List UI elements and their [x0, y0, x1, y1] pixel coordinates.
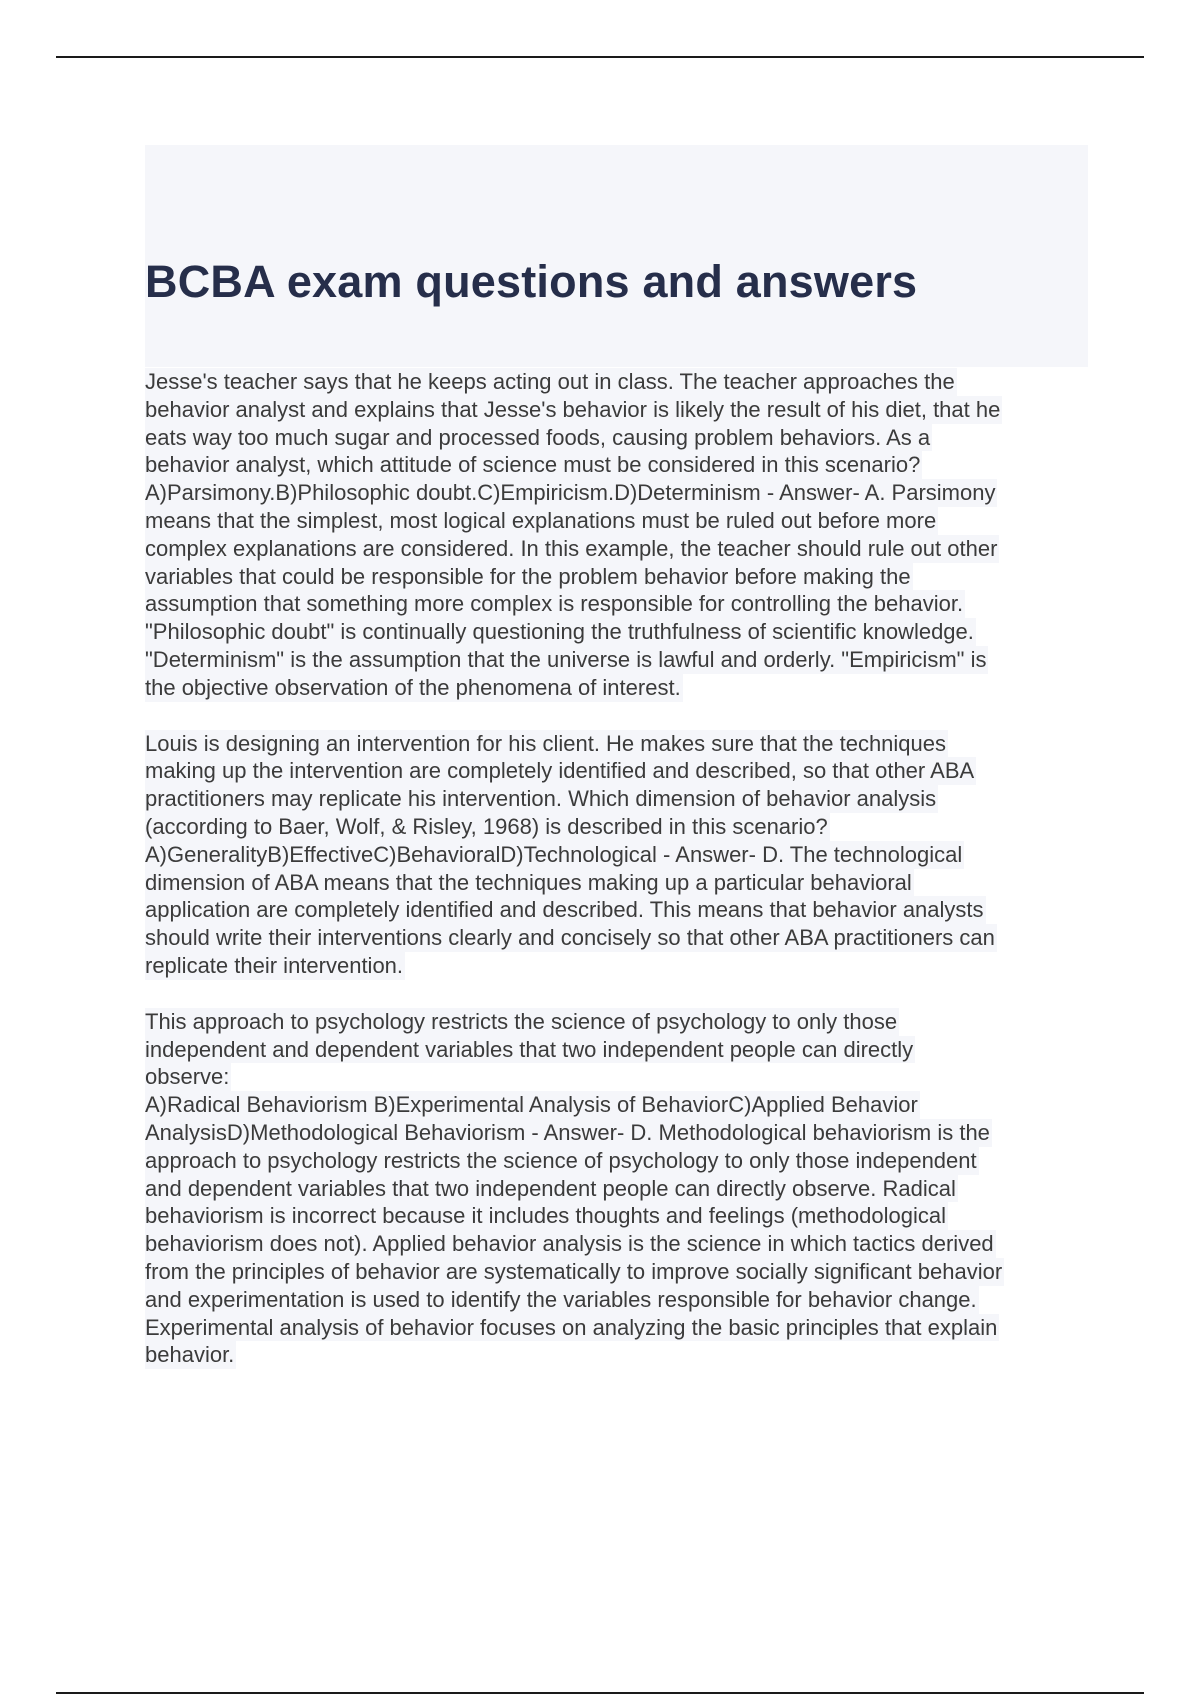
- text-line: making up the intervention are completely identified and described, so that other ABA: [145, 758, 975, 784]
- text-line: dimension of ABA means that the techniques making up a particular behavioral: [145, 869, 912, 895]
- text-line: eats way too much sugar and processed foods, causing problem behaviors. As a: [145, 424, 931, 450]
- text-line: A)Parsimony.B)Philosophic doubt.C)Empiricism.D)Determinism - Answer- A. Parsimony: [145, 480, 996, 506]
- text-line: AnalysisD)Methodological Behaviorism - Answer- D. Methodological behaviorism is the: [145, 1119, 990, 1145]
- text-line: practitioners may replicate his intervention. Which dimension of behavior analysis: [145, 786, 937, 812]
- text-line: replicate their intervention.: [145, 952, 404, 978]
- text-line: assumption that something more complex is responsible for controlling the behavior.: [145, 591, 964, 617]
- text-line: and dependent variables that two independent people can directly observe. Radical: [145, 1175, 956, 1201]
- text-line: "Philosophic doubt" is continually questioning the truthfulness of scientific knowledge.: [145, 619, 974, 645]
- text-line: observe:: [145, 1064, 230, 1090]
- text-line: behavior.: [145, 1342, 235, 1368]
- text-line: Louis is designing an intervention for his client. He makes sure that the techniques: [145, 730, 947, 756]
- text-line: should write their interventions clearly and concisely so that other ABA practitioners can: [145, 925, 995, 951]
- text-line: behaviorism does not). Applied behavior analysis is the science in which tactics derived: [145, 1231, 994, 1257]
- text-line: Experimental analysis of behavior focuses on analyzing the basic principles that explain: [145, 1314, 998, 1340]
- question-block-1: [145, 368, 1088, 702]
- page-title: BCBA exam questions and answers: [145, 256, 918, 307]
- bottom-divider: [56, 1692, 1144, 1694]
- document-body: [145, 368, 1088, 1397]
- text-line: A)Radical Behaviorism B)Experimental Analysis of BehaviorC)Applied Behavior: [145, 1092, 918, 1118]
- question-block-2: [145, 730, 1088, 980]
- text-line: application are completely identified and described. This means that behavior analysts: [145, 897, 984, 923]
- text-line: means that the simplest, most logical explanations must be ruled out before more: [145, 507, 937, 533]
- text-line: A)GeneralityB)EffectiveC)BehavioralD)Technological - Answer- D. The technological: [145, 841, 963, 867]
- text-line: variables that could be responsible for the problem behavior before making the: [145, 563, 911, 589]
- text-line: independent and dependent variables that two independent people can directly: [145, 1036, 914, 1062]
- text-line: behavior analyst and explains that Jesse's behavior is likely the result of his diet, that he: [145, 396, 1001, 422]
- text-line: "Determinism" is the assumption that the universe is lawful and orderly. "Empiricism" is: [145, 646, 987, 672]
- text-line: behaviorism is incorrect because it includes thoughts and feelings (methodological: [145, 1203, 947, 1229]
- text-line: approach to psychology restricts the science of psychology to only those independent: [145, 1147, 977, 1173]
- question-block-3: [145, 1008, 1088, 1369]
- text-line: and experimentation is used to identify the variables responsible for behavior change.: [145, 1286, 977, 1312]
- text-line: (according to Baer, Wolf, & Risley, 1968) is described in this scenario?: [145, 813, 828, 839]
- text-line: behavior analyst, which attitude of science must be considered in this scenario?: [145, 452, 921, 478]
- text-line: This approach to psychology restricts the science of psychology to only those: [145, 1008, 898, 1034]
- text-line: from the principles of behavior are systematically to improve socially significant behavior: [145, 1258, 1003, 1284]
- text-line: Jesse's teacher says that he keeps acting out in class. The teacher approaches the: [145, 369, 955, 394]
- top-divider: [56, 56, 1144, 58]
- text-line: complex explanations are considered. In this example, the teacher should rule out other: [145, 535, 998, 561]
- text-line: the objective observation of the phenomena of interest.: [145, 674, 681, 700]
